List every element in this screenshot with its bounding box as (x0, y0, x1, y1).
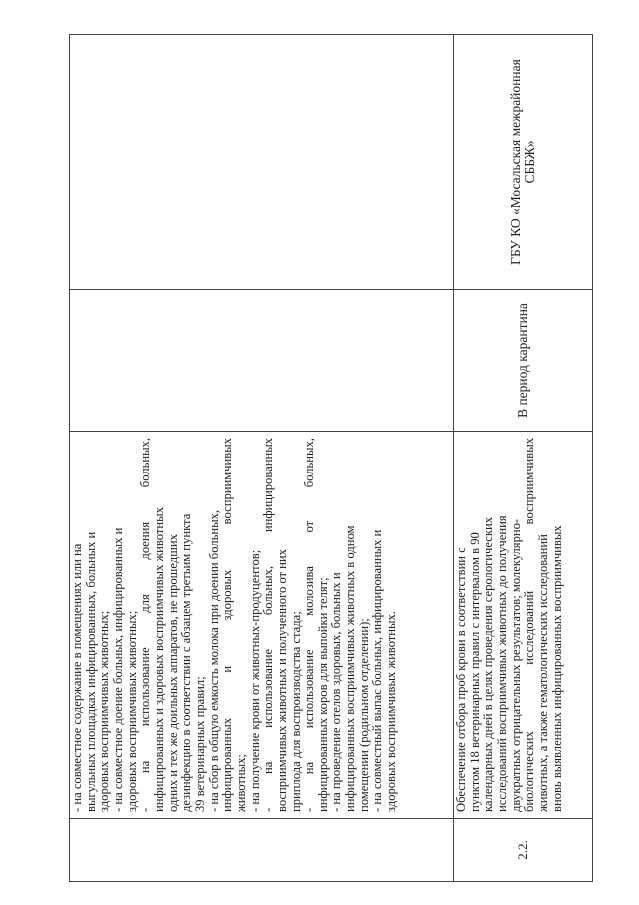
text-line (276, 438, 290, 812)
text-word: инфицированных восприимчивых животных в одном (343, 525, 358, 812)
text-word: для (138, 594, 153, 613)
text-line (455, 438, 469, 812)
text-word: на (138, 760, 153, 774)
responsible-organization-cell (70, 35, 454, 290)
text-word: на (261, 761, 276, 774)
text-line (551, 438, 565, 812)
text-word: - (302, 807, 317, 812)
text-word: и (220, 665, 235, 673)
text-word: здоровых восприимчивых животных. (384, 611, 399, 812)
text-word: инфицированных коров для выпойки телят; (315, 577, 330, 812)
text-line (180, 438, 194, 812)
text-word: восприимчивых (522, 438, 537, 525)
text-line (235, 438, 249, 812)
text-line (344, 438, 358, 812)
text-word: исследований восприимчивых животных до получения (494, 515, 509, 812)
text-line (523, 438, 537, 812)
text-word: приплода для воспроизводства стада; (288, 611, 303, 812)
text-word: 39 ветеринарных правил; (192, 676, 207, 812)
period-cell (70, 290, 454, 432)
text-line (358, 438, 372, 812)
text-word: больных, (138, 438, 153, 488)
text-word: одних и тех же доильных аппаратов, не прошедших (165, 534, 180, 812)
text-word: календарных дней в целях проведения серологических (481, 516, 496, 812)
text-word: здоровых восприимчивых животных; (97, 610, 112, 812)
text-line (208, 438, 222, 812)
text-line (482, 438, 496, 812)
text-line (112, 438, 126, 812)
measure-description-cell (70, 432, 454, 819)
text-line (153, 438, 167, 812)
text-word: помещении (родильном отделении); (356, 618, 371, 812)
text-word: животных, а также гематологических исследований (535, 534, 550, 812)
table-row (70, 35, 454, 882)
text-line (290, 438, 304, 812)
text-word: использование (302, 649, 317, 729)
text-word: Обеспечение отбора проб крови в соответствии с (454, 547, 468, 812)
responsible-organization-cell: ГБУ КО «Мосальская межрайонная СББЖ» (454, 35, 593, 290)
text-word: здоровых восприимчивых животных; (124, 610, 139, 812)
text-word: восприимчивых (220, 438, 235, 525)
text-line (221, 438, 235, 812)
text-line (537, 438, 551, 812)
text-line (139, 438, 153, 812)
text-word: - на получение крови от животных-продуцентов; (247, 549, 262, 812)
text-word: - на совместное доение больных, инфицированных и (110, 527, 125, 812)
text-word: двукратных отрицательных результатов; молекулярно- (508, 518, 523, 812)
text-word: больных, (302, 438, 317, 488)
text-word: на (302, 761, 317, 775)
text-line (98, 438, 112, 812)
text-word: - на совместный выпас больных, инфицированных и (370, 529, 385, 812)
text-word: молозива (302, 566, 317, 616)
plan-table (69, 34, 593, 882)
text-line (496, 438, 510, 812)
text-word: выгульных площадках инфицированных, больных и (83, 531, 98, 812)
text-word: животных; (233, 754, 248, 812)
text-word: биологических (522, 731, 537, 812)
text-line (317, 438, 331, 812)
table-row (454, 35, 593, 882)
text-word: использование (261, 648, 276, 728)
text-word: больных, (261, 565, 276, 616)
row-number-cell (70, 819, 454, 882)
text-word: доения (138, 521, 153, 560)
text-line (262, 438, 276, 812)
text-word: - на сбор в общую емкость молока при доении больных, (206, 510, 221, 812)
text-line (330, 438, 344, 812)
text-line (167, 438, 181, 812)
text-line (371, 438, 385, 812)
text-line (85, 438, 99, 812)
text-word: инфицированных и здоровых восприимчивых животных (151, 507, 166, 812)
measure-description-cell (454, 432, 593, 819)
text-word: дезинфекцию в соответствии с абзацем третьим пункта (179, 513, 194, 812)
text-word: исследований (522, 590, 537, 665)
text-word: - на проведение отелов здоровых, больных и (329, 572, 344, 812)
text-word: вновь выявленных инфицированных восприимчивых (549, 525, 564, 812)
text-word: пунктом 18 ветеринарных правил с интервалом в 90 (467, 532, 482, 812)
text-line (71, 438, 85, 812)
text-line (126, 438, 140, 812)
text-line (385, 438, 399, 812)
text-line (303, 438, 317, 812)
text-word: использование (138, 647, 153, 727)
period-cell: В период карантина (454, 290, 593, 432)
text-word: - (261, 807, 276, 812)
row-number-cell: 2.2. (454, 819, 593, 882)
text-word: - на совместное содержание в помещениях или на (70, 543, 84, 812)
text-word: - (138, 807, 153, 812)
text-word: от (302, 520, 317, 533)
text-line (469, 438, 483, 812)
text-word: восприимчивых животных и полученного от них (274, 549, 289, 812)
text-line (194, 438, 208, 812)
text-word: инфицированных (220, 717, 235, 812)
text-line (510, 438, 524, 812)
text-word: инфицированных (261, 438, 276, 533)
text-word: здоровых (220, 569, 235, 621)
text-line (249, 438, 263, 812)
